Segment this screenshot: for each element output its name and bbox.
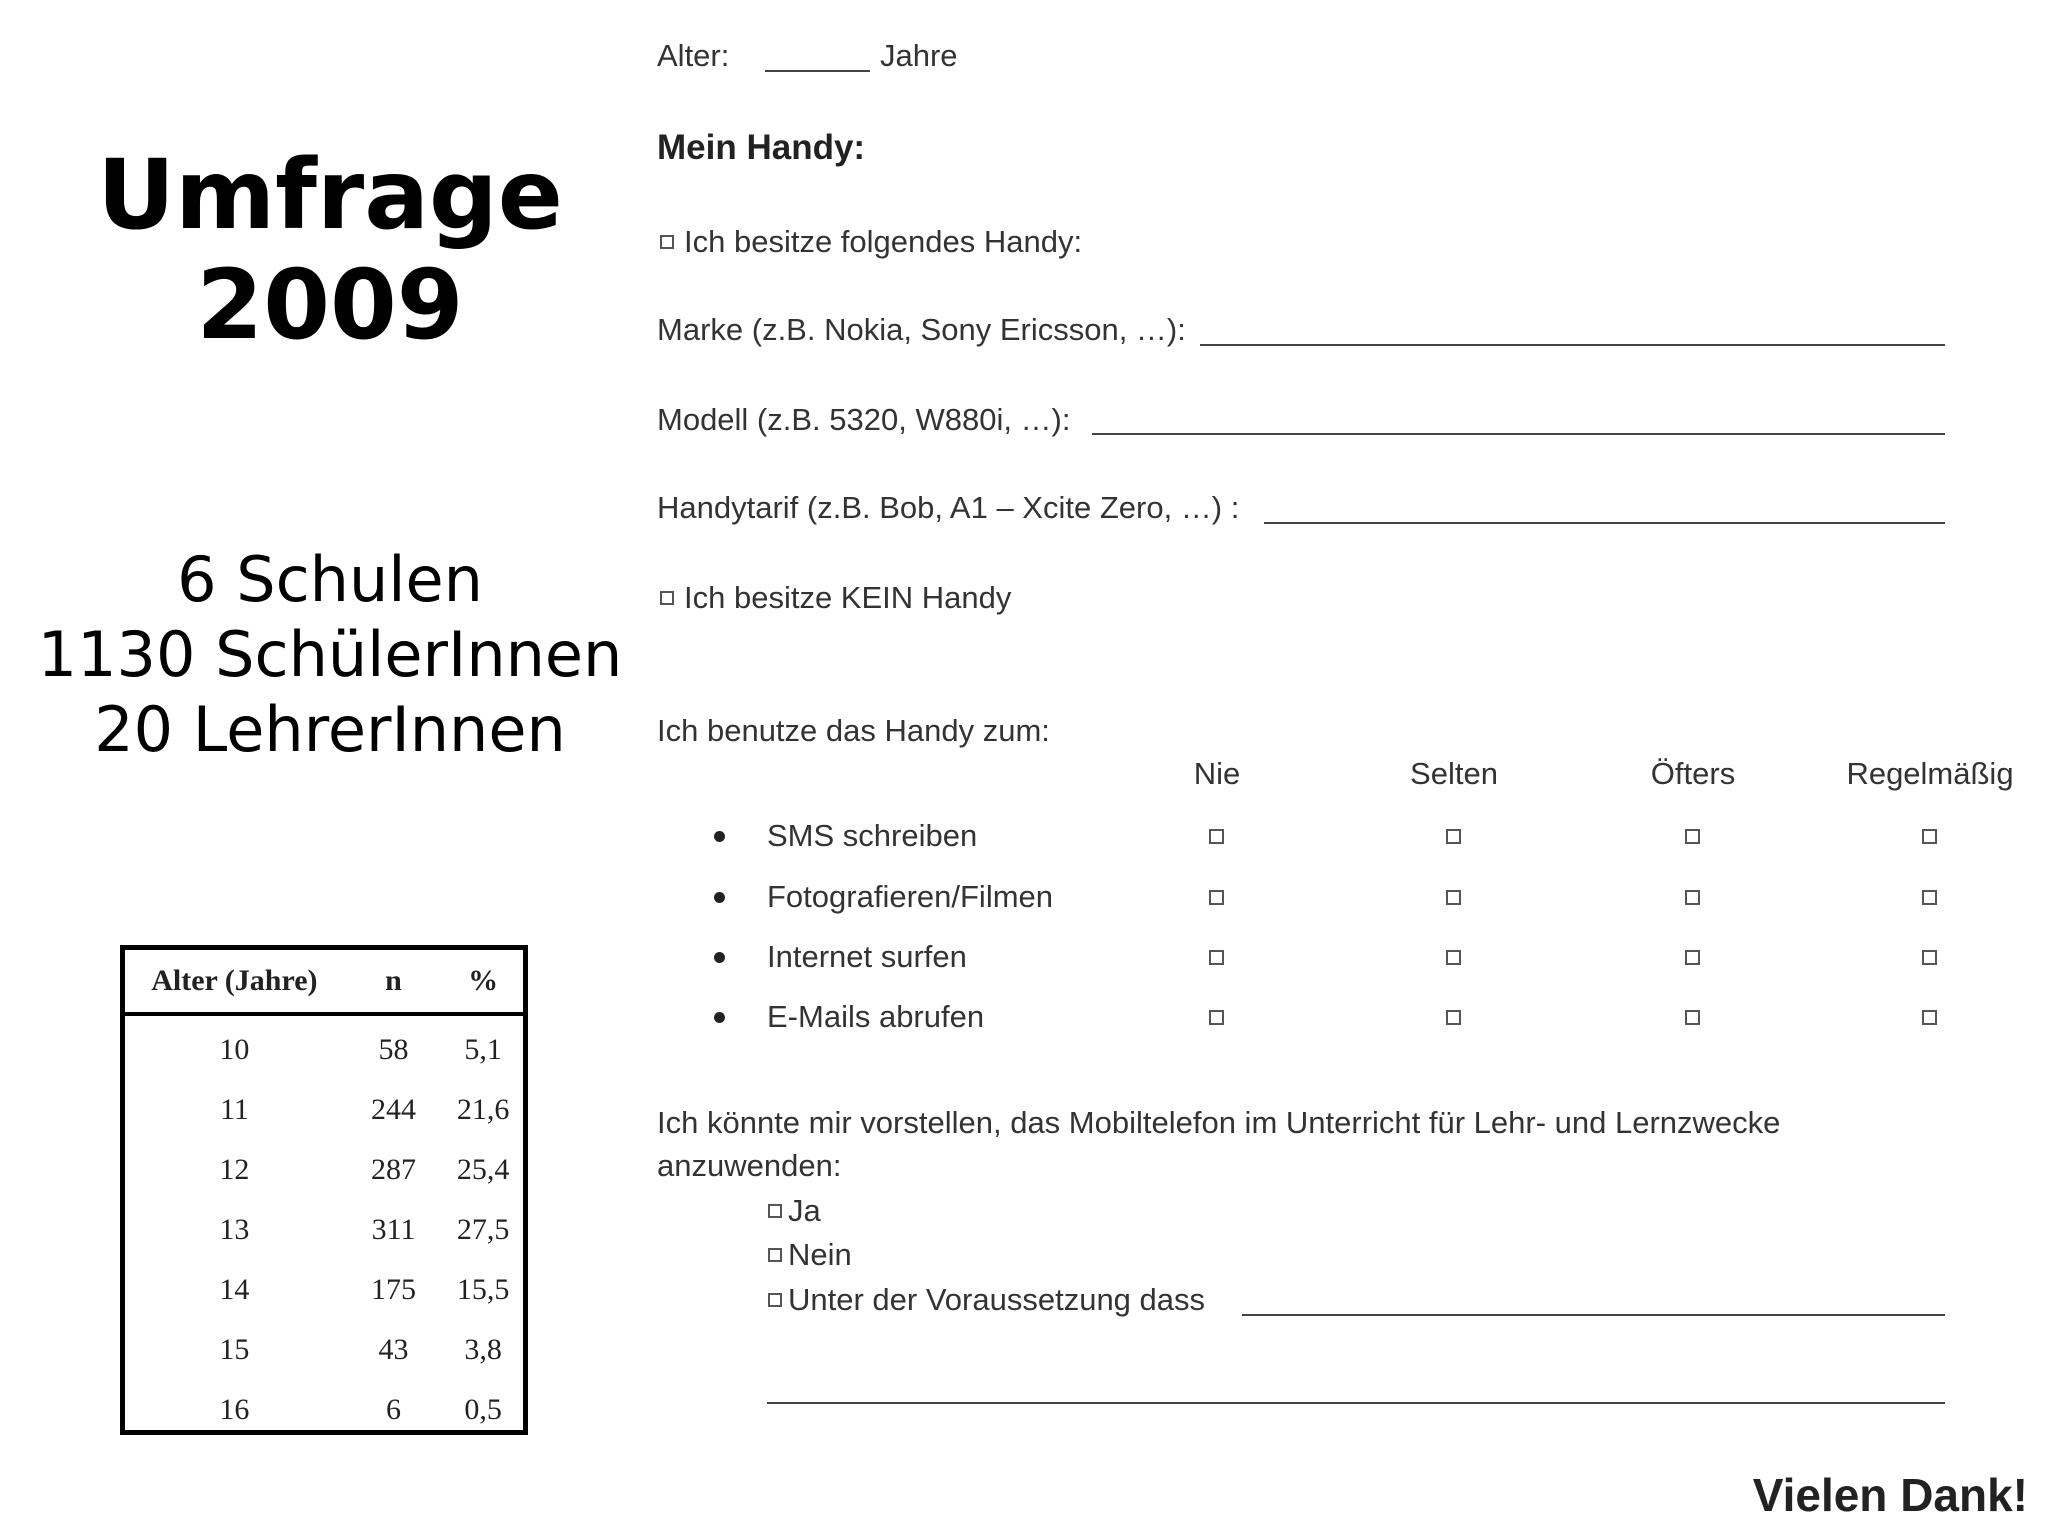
cell-age: 11 [219,1093,249,1126]
tariff-input-line[interactable] [1264,522,1945,524]
age-input-line[interactable] [765,70,870,72]
checkbox-seldom[interactable] [1446,829,1461,844]
cell-percent: 15,5 [456,1273,510,1306]
table-row [125,1200,523,1260]
checkbox-never[interactable] [1209,829,1224,844]
brand-label: Marke (z.B. Nokia, Sony Ericsson, …): [657,312,1186,347]
checkbox-regularly[interactable] [1922,1010,1937,1025]
survey-title [40,140,620,360]
table-row [125,1260,523,1320]
tariff-label: Handytarif (z.B. Bob, A1 – Xcite Zero, …) : [657,490,1240,525]
checkbox-never[interactable] [1209,950,1224,965]
checkbox-icon[interactable] [768,1204,782,1218]
survey-stats [20,542,640,767]
table-header-row [125,950,523,1014]
cell-n: 6 [386,1393,402,1426]
option-condition-label: Unter der Voraussetzung dass [788,1282,1206,1317]
checkbox-often[interactable] [1685,1010,1700,1025]
table-row [125,1380,523,1440]
checkbox-regularly[interactable] [1922,950,1937,965]
table-row [125,1140,523,1200]
brand-input-line[interactable] [1200,344,1945,346]
cell-age: 15 [219,1333,250,1366]
table-row [125,1080,523,1140]
age-unit: Jahre [880,38,958,73]
condition-input-line-2[interactable] [767,1402,1945,1404]
cell-percent: 21,6 [456,1093,510,1126]
checkbox-often[interactable] [1685,950,1700,965]
checkbox-seldom[interactable] [1446,890,1461,905]
cell-percent: 27,5 [456,1213,510,1246]
header-n: n [344,950,443,1014]
cell-n: 58 [378,1033,409,1066]
option-no[interactable] [768,1237,852,1273]
stat-students: 1130 SchülerInnen [37,618,623,691]
checkbox-seldom[interactable] [1446,1010,1461,1025]
table-row [125,1320,523,1380]
option-no-label: Nein [788,1237,852,1272]
usage-intro: Ich benutze das Handy zum: [657,713,1050,748]
model-input-line[interactable] [1092,433,1945,435]
cell-percent: 3,8 [464,1333,502,1366]
stat-schools: 6 Schulen [177,543,483,616]
section-title: Mein Handy: [657,128,866,167]
bullet-icon [714,831,725,842]
cell-age: 14 [219,1273,250,1306]
checkbox-often[interactable] [1685,890,1700,905]
cell-age: 13 [219,1213,250,1246]
bullet-icon [714,952,725,963]
header-age: Alter (Jahre) [125,950,344,1014]
cell-n: 244 [371,1093,417,1126]
cell-n: 287 [371,1153,417,1186]
column-never: Nie [1193,756,1241,791]
title-line-1: Umfrage [97,139,563,251]
usage-item-label: Internet surfen [767,939,967,974]
classroom-question-line-1: Ich könnte mir vorstellen, das Mobiltelefon im Unterricht für Lehr- und Lernzwecke [657,1105,1781,1140]
cell-percent: 0,5 [464,1393,502,1426]
option-yes[interactable] [768,1193,821,1229]
usage-item-label: E-Mails abrufen [767,999,985,1034]
model-label: Modell (z.B. 5320, W880i, …): [657,402,1071,437]
checkbox-icon[interactable] [660,235,674,249]
checkbox-seldom[interactable] [1446,950,1461,965]
header-percent: % [443,950,523,1014]
age-label: Alter: [657,38,730,73]
condition-input-line[interactable] [1242,1314,1945,1316]
checkbox-icon[interactable] [660,591,674,605]
checkbox-never[interactable] [1209,890,1224,905]
column-seldom: Selten [1410,756,1498,791]
thanks-text: Vielen Dank! [1752,1469,2028,1521]
checkbox-regularly[interactable] [1922,890,1937,905]
cell-percent: 5,1 [464,1033,502,1066]
usage-item-label: Fotografieren/Filmen [767,879,1054,914]
cell-percent: 25,4 [456,1153,510,1186]
cell-age: 16 [219,1393,250,1426]
column-often: Öfters [1650,756,1736,791]
bullet-icon [714,892,725,903]
cell-n: 311 [371,1213,416,1246]
checkbox-icon[interactable] [768,1248,782,1262]
own-phone-label: Ich besitze folgendes Handy: [684,224,1083,259]
option-condition[interactable] [768,1282,1205,1318]
own-phone-option[interactable] [660,224,1082,260]
bullet-icon [714,1012,725,1023]
title-line-2: 2009 [196,249,464,361]
no-phone-label: Ich besitze KEIN Handy [684,580,1012,615]
age-distribution-table [120,945,528,1435]
checkbox-often[interactable] [1685,829,1700,844]
cell-n: 175 [371,1273,417,1306]
stat-teachers: 20 LehrerInnen [94,693,566,766]
checkbox-regularly[interactable] [1922,829,1937,844]
table-row [125,1014,523,1080]
cell-age: 10 [219,1033,250,1066]
classroom-question-line-2: anzuwenden: [657,1148,842,1183]
cell-n: 43 [378,1333,409,1366]
column-regularly: Regelmäßig [1846,756,2014,791]
checkbox-icon[interactable] [768,1293,782,1307]
checkbox-never[interactable] [1209,1010,1224,1025]
option-yes-label: Ja [788,1193,821,1228]
usage-item-label: SMS schreiben [767,818,978,853]
no-phone-option[interactable] [660,580,1011,616]
cell-age: 12 [219,1153,250,1186]
